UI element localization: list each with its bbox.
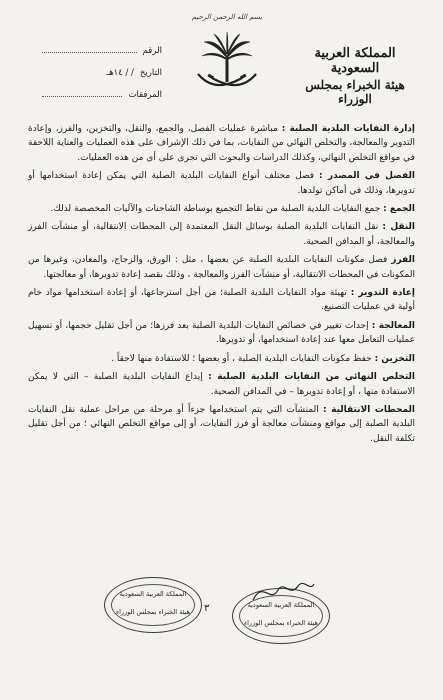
seal-right-line2: هيئة الخبراء بمجلس الوزراء [244, 619, 318, 627]
definition-term: إعادة التدوير : [350, 288, 415, 299]
definition-paragraph [28, 220, 415, 249]
definition-term: النقل : [382, 222, 415, 233]
seal-left-line1: المملكة العربية السعودية [119, 590, 187, 598]
definition-paragraph [28, 286, 415, 315]
definition-text: حفظ مكونات النفايات البلدية الصلبة ، أو بعضها ؛ للاستفادة منها لاحقاً . [111, 353, 375, 364]
definition-paragraph [28, 403, 415, 446]
reference-block [42, 40, 162, 106]
definition-paragraph [28, 352, 415, 366]
definitions-body [28, 122, 415, 450]
definition-term: إدارة النفايات البلدية الصلبة : [281, 124, 416, 134]
definition-text: إيداع النفايات البلدية الصلبة – التي لا يمكن الاستفادة منها ، أو إعادة تدويرها – في المدافن الصحية. [28, 372, 415, 397]
definition-text: فصل مكونات النفايات البلدية الصلبة عن بعضها ، مثل : الورق، والزجاج، والمعادن، وغيرها من المكونات في المحطات الانتقالية، أو منشآت الفرز والمعالجة ، وذلك بقصد إعادة تدويرها، أو معالجتها. [28, 255, 415, 280]
basmala: بسم الله الرحمن الرحيم [191, 13, 263, 21]
number-label: الرقم [142, 46, 162, 56]
page-number: ٣ [204, 603, 210, 614]
number-row [42, 40, 162, 62]
definition-text: تهيئة مواد النفايات البلدية الصلبة؛ من أجل استرجاعها، أو إعادة استخدامها مواد خام أولية في عمليات التصنيع. [28, 288, 415, 313]
definition-paragraph [28, 253, 415, 282]
definition-term: التخزين : [374, 353, 415, 364]
definition-text: نقل النفايات البلدية الصلبة بوسائل النقل المعتمدة إلى المحطات الانتقالية، أو منشآت الفرز والمعالجة، أو المدافن الصحية. [28, 222, 415, 247]
definition-term: المعالجة : [371, 320, 415, 331]
palm-swords-emblem-icon [184, 18, 270, 104]
definition-term: التخلص النهائي من النفايات البلدية الصلبة : [208, 372, 415, 383]
definition-text: فصل مختلف أنواع النفايات البلدية الصلبة التي يمكن إعادة استخدامها أو تدويرها، وذلك في أماكن تولدها. [28, 171, 415, 196]
definition-term: الفرز [391, 255, 415, 266]
seal-left-line2: هيئة الخبراء بمجلس الوزراء [116, 608, 190, 616]
issuer-heading [295, 46, 415, 106]
kingdom-name: المملكة العربية السعودية [314, 46, 396, 76]
definition-paragraph [28, 122, 415, 165]
number-line [42, 40, 137, 53]
attachments-line [42, 84, 122, 97]
date-label: التاريخ [139, 68, 162, 78]
definition-text: مباشرة عمليات الفصل، والجمع، والنقل، والتخزين، والفرز، وإعادة التدوير والمعالجة، والتخلص النهائي من النفايات، بما في ذلك الإشراف على هذه العمليات والعناية اللاحقة في مواقع التخلص النهائي، وكذلك الدراسات والبحوث التي تجرى على أي من هذه العمليات. [28, 124, 415, 163]
definition-paragraph [28, 319, 415, 348]
definition-paragraph [28, 169, 415, 198]
definition-text: إحداث تغيير في خصائص النفايات البلدية الصلبة بعد فرزها؛ من أجل تقليل حجمها، أو تسهيل عمليات التعامل معها عند إعادة استخدامها، أو تدويرها. [28, 320, 415, 346]
signature-icon [248, 570, 318, 610]
definition-text: المنشآت التي يتم استخدامها جزءاً أو مرحلة من مراحل عملية نقل النفايات البلدية الصلبة إلى مواقع ومنشآت معالجة أو فرز النفايات، أو إلى مواقع التخلص النهائي ؛ من أجل تقليل تكلفة النقل. [28, 404, 415, 444]
attachments-row [42, 84, 162, 106]
definition-text: جمع النفايات البلدية الصلبة من نقاط التجميع بوساطة الشاحنات والآليات المخصصة لذلك. [50, 204, 384, 215]
attachments-label: المرفقات [128, 90, 162, 100]
seal-right-line1: المملكة العربية السعودية [247, 601, 315, 609]
definition-paragraph [28, 370, 415, 399]
definition-term: الجمع : [383, 204, 415, 215]
date-row [42, 62, 162, 84]
definition-term: المحطات الانتقالية : [323, 404, 416, 415]
definition-term: الفصل في المصدر : [319, 171, 415, 182]
definition-paragraph [28, 202, 415, 216]
official-seal-left [104, 577, 202, 633]
authority-name: هيئة الخبراء بمجلس الوزراء [305, 78, 405, 106]
date-value: / / ١٤هـ [106, 68, 134, 78]
